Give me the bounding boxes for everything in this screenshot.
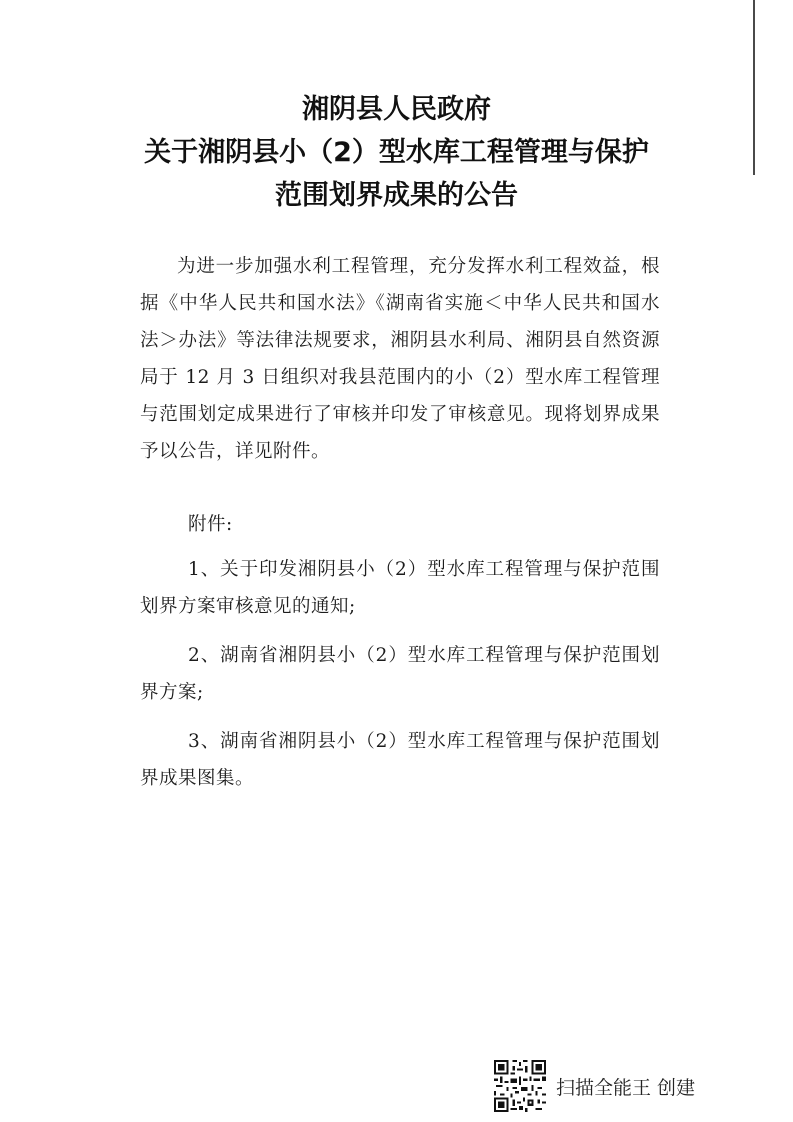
scanner-watermark-text: 扫描全能王 创建 — [556, 1076, 696, 1099]
scanner-watermark — [494, 1058, 695, 1114]
attachments-list — [140, 551, 660, 809]
body-paragraph: 为进一步加强水利工程管理，充分发挥水利工程效益，根据《中华人民共和国水法》《湖南省实施＜中华人民共和国水法＞办法》等法律法规要求，湘阴县水利局、湘阴县自然资源局于 12 月 3 日组织对我县范围内的小（2）型水库工程管理与范围划定成果进行了审核并印发了审核意见。现将划界成果予以公告，详见附件。 — [140, 256, 660, 462]
qr-code-icon — [494, 1060, 546, 1112]
document-title — [0, 88, 793, 217]
title-line-subject: 关于湘阴县小（2）型水库工程管理与保护 — [144, 137, 649, 168]
attachment-item-1: 1、关于印发湘阴县小（2）型水库工程管理与保护范围划界方案审核意见的通知; — [140, 559, 660, 617]
attachment-item-3: 3、湖南省湘阴县小（2）型水库工程管理与保护范围划界成果图集。 — [140, 731, 660, 789]
attachment-item-2: 2、湖南省湘阴县小（2）型水库工程管理与保护范围划界方案; — [140, 645, 660, 703]
title-line-issuer: 湘阴县人民政府 — [302, 94, 491, 125]
title-line-subject-cont: 范围划界成果的公告 — [275, 180, 518, 211]
attachments-label: 附件: — [188, 514, 233, 535]
